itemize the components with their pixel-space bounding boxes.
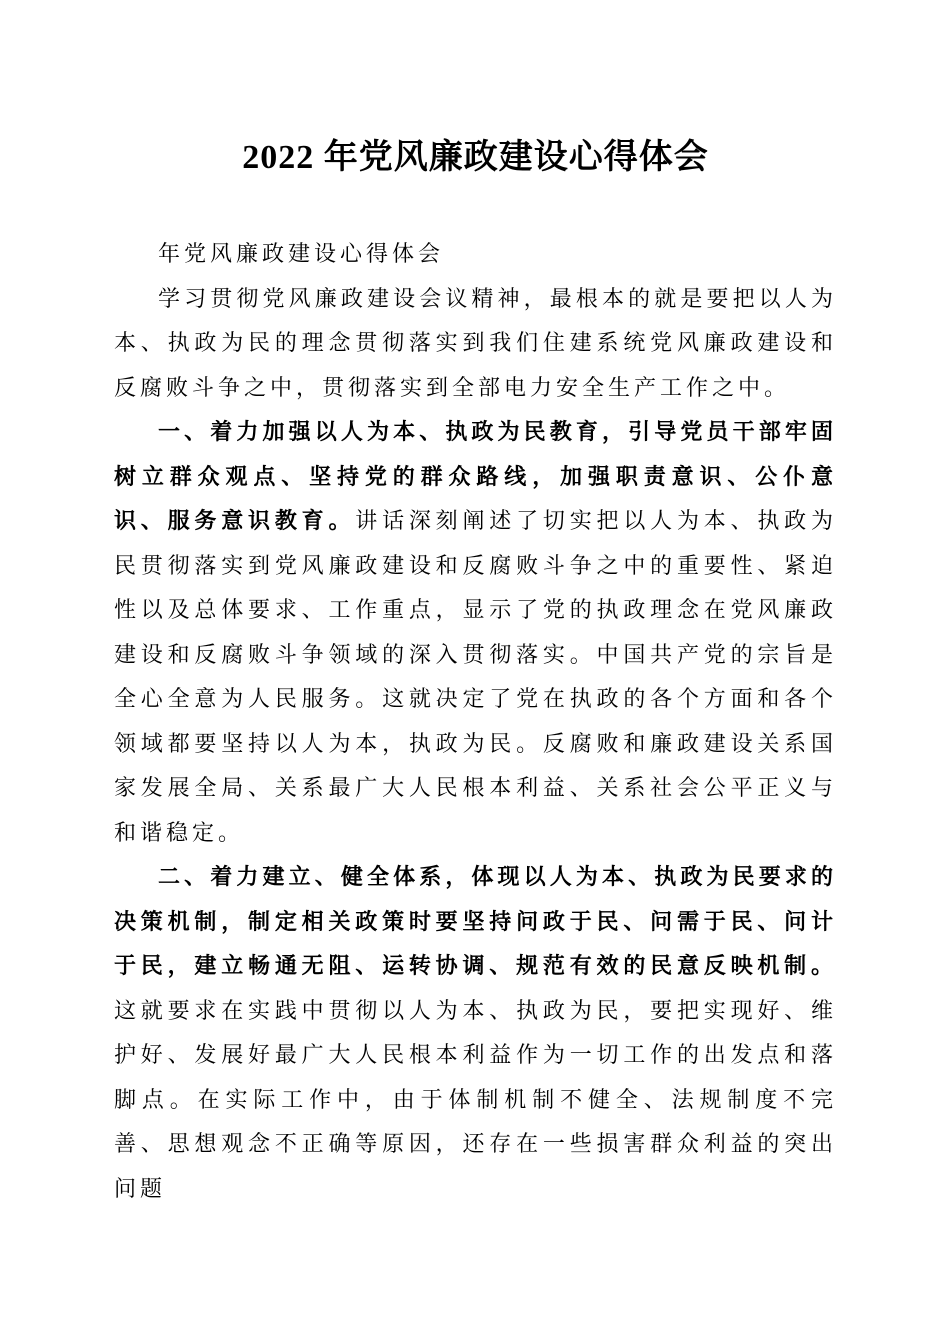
section-2-body-text: 这就要求在实践中贯彻以人为本、执政为民，要把实现好、维护好、发展好最广大人民根本利益作为一切工作的出发点和落脚点。在实际工作中，由于体制机制不健全、法规制度不完善、思想观念不正确等原因，还存在一些损害群众利益的突出问题 bbox=[114, 997, 837, 1201]
document-body bbox=[114, 232, 837, 1211]
paragraph-intro bbox=[114, 277, 837, 411]
paragraph-subtitle bbox=[114, 232, 837, 277]
paragraph-text: 年党风廉政建设心得体会 bbox=[158, 241, 445, 266]
section-1-heading-text: 一、着力加强以人为本、执政为民教育，引导党员干部牢固树立群众观点、坚持党的群众路线，加强职责意识、公仆意识、服务意识教育。 bbox=[114, 419, 837, 533]
section-1-body-text: 讲话深刻阐述了切实把以人为本、执政为民贯彻落实到党风廉政建设和反腐败斗争之中的重要性、紧迫性以及总体要求、工作重点，显示了党的执政理念在党风廉政建设和反腐败斗争领域的深入贯彻落实。中国共产党的宗旨是全心全意为人民服务。这就决定了党在执政的各个方面和各个领域都要坚持以人为本，执政为民。反腐败和廉政建设关系国家发展全局、关系最广大人民根本利益、关系社会公平正义与和谐稳定。 bbox=[114, 508, 837, 845]
paragraph-text: 学习贯彻党风廉政建设会议精神，最根本的就是要把以人为本、执政为民的理念贯彻落实到我们住建系统党风廉政建设和反腐败斗争之中，贯彻落实到全部电力安全生产工作之中。 bbox=[114, 285, 837, 400]
document-title: 2022 年党风廉政建设心得体会 bbox=[242, 139, 709, 176]
paragraph-section-1 bbox=[114, 410, 837, 855]
section-2-heading-text: 二、着力建立、健全体系，体现以人为本、执政为民要求的决策机制，制定相关政策时要坚持问政于民、问需于民、问计于民，建立畅通无阻、运转协调、规范有效的民意反映机制。 bbox=[114, 864, 837, 978]
paragraph-section-2 bbox=[114, 855, 837, 1211]
